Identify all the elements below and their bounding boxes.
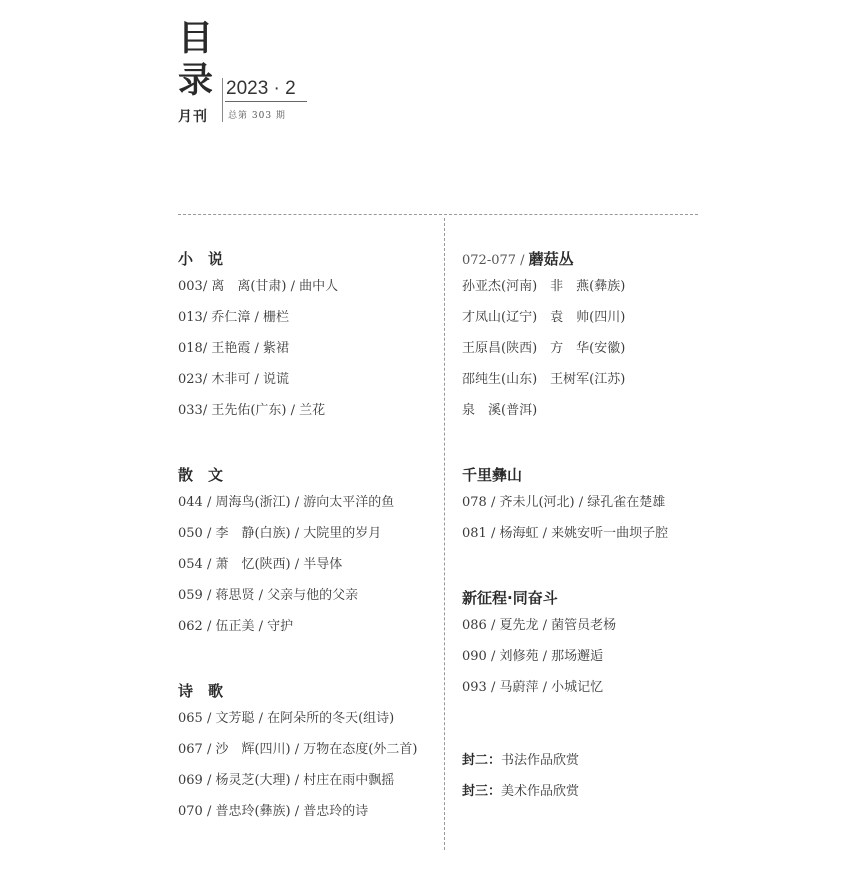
section-heading: 诗 歌 <box>178 682 224 700</box>
toc-entry[interactable]: 018/ 王艳霞 / 紫裙 <box>178 341 289 356</box>
section-heading: 新征程·同奋斗 <box>462 589 558 607</box>
author-row[interactable]: 王原昌(陕西) 方 华(安徽) <box>462 341 626 356</box>
cover-three-text: 美术作品欣赏 <box>501 784 580 799</box>
toc-title-char-2: 录 <box>178 61 214 101</box>
issue-rule <box>225 101 307 102</box>
toc-entry[interactable]: 054 / 萧 忆(陕西) / 半导体 <box>178 557 343 572</box>
section-prose <box>178 464 440 649</box>
toc-entry[interactable]: 044 / 周海鸟(浙江) / 游向太平洋的鱼 <box>178 495 395 510</box>
cover-two-text: 书法作品欣赏 <box>501 753 580 768</box>
toc-entry[interactable]: 067 / 沙 辉(四川) / 万物在态度(外二首) <box>178 742 418 757</box>
toc-title-char-1: 目 <box>178 19 214 59</box>
author-row[interactable]: 泉 溪(普洱) <box>462 403 538 418</box>
section-heading: 千里彝山 <box>462 466 523 484</box>
toc-entry[interactable]: 069 / 杨灵芝(大理) / 村庄在雨中飘摇 <box>178 773 395 788</box>
toc-entry[interactable]: 059 / 蒋思贤 / 父亲与他的父亲 <box>178 588 359 603</box>
section-fiction <box>178 248 440 433</box>
toc-entry[interactable]: 023/ 木非可 / 说谎 <box>178 372 289 387</box>
section-poetry <box>178 680 440 834</box>
cover-two-label: 封二： <box>462 753 502 768</box>
section-yishan <box>462 464 712 556</box>
cover-three[interactable] <box>462 783 712 814</box>
mushroom-heading: 蘑菇丛 <box>528 250 574 268</box>
toc-entry[interactable]: 070 / 普忠玲(彝族) / 普忠玲的诗 <box>178 804 369 819</box>
section-mushroom <box>462 248 712 433</box>
cover-two[interactable] <box>462 752 712 783</box>
author-row[interactable]: 邵纯生(山东) 王树军(江苏) <box>462 372 626 387</box>
toc-entry[interactable]: 090 / 刘修苑 / 那场邂逅 <box>462 649 604 664</box>
issue-number: 2023 · 2 <box>226 78 296 99</box>
section-heading: 散 文 <box>178 466 224 484</box>
toc-entry[interactable]: 093 / 马蔚萍 / 小城记忆 <box>462 680 604 695</box>
cover-three-label: 封三： <box>462 784 502 799</box>
section-new-journey <box>462 587 712 710</box>
monthly-label: 月刊 <box>178 109 208 125</box>
author-row[interactable]: 孙亚杰(河南) 非 燕(彝族) <box>462 279 626 294</box>
toc-entry[interactable]: 078 / 齐未儿(河北) / 绿孔雀在楚雄 <box>462 495 666 510</box>
masthead <box>178 18 318 128</box>
toc-entry[interactable]: 081 / 杨海虹 / 来姚安听一曲坝子腔 <box>462 526 669 541</box>
toc-entry[interactable]: 033/ 王先佑(广东) / 兰花 <box>178 403 326 418</box>
left-column <box>178 248 440 865</box>
section-heading: 小 说 <box>178 250 224 268</box>
toc-entry[interactable]: 013/ 乔仁漳 / 栅栏 <box>178 310 289 325</box>
covers-block <box>462 752 712 814</box>
masthead-divider <box>222 78 223 122</box>
vertical-dashed-divider <box>444 218 445 850</box>
author-row[interactable]: 才凤山(辽宁) 袁 帅(四川) <box>462 310 626 325</box>
toc-entry[interactable]: 062 / 伍正美 / 守护 <box>178 619 294 634</box>
mushroom-page-range: 072-077 / <box>462 253 529 268</box>
toc-entry[interactable]: 003/ 离 离(甘肃) / 曲中人 <box>178 279 339 294</box>
horizontal-dashed-divider <box>178 214 698 215</box>
total-issue: 总第 303 期 <box>228 111 286 121</box>
right-column <box>462 248 712 814</box>
toc-entry[interactable]: 065 / 文芳聪 / 在阿朵所的冬天(组诗) <box>178 711 395 726</box>
toc-entry[interactable]: 050 / 李 静(白族) / 大院里的岁月 <box>178 526 382 541</box>
section-heading-mushroom <box>462 248 712 270</box>
toc-entry[interactable]: 086 / 夏先龙 / 菌管员老杨 <box>462 618 617 633</box>
